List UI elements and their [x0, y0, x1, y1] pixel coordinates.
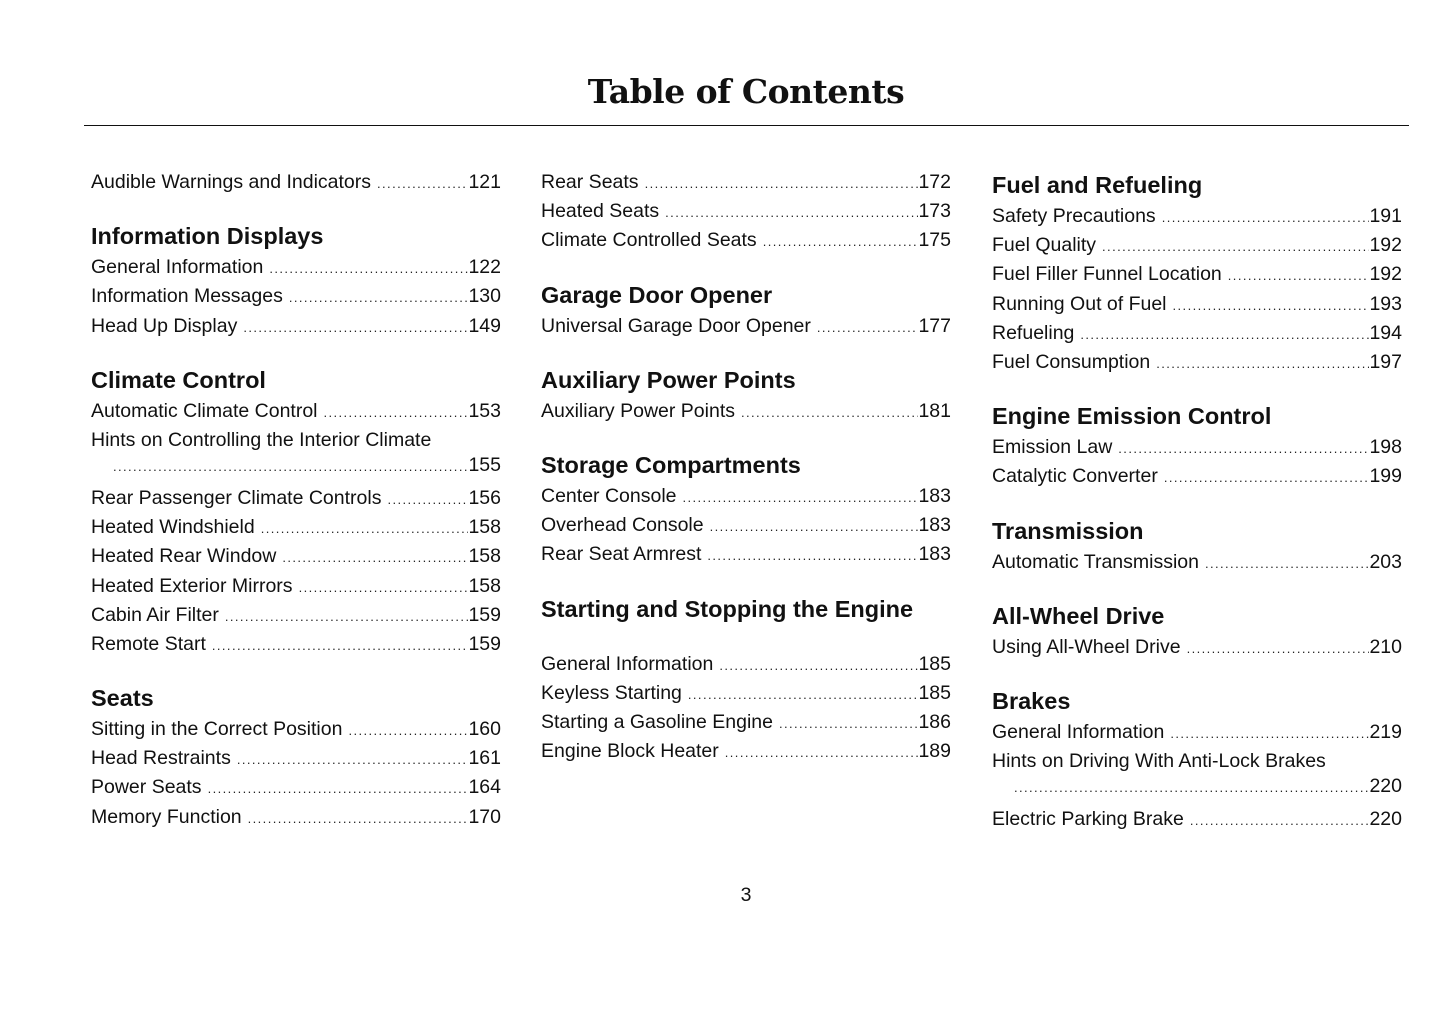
- toc-entry-label: Hints on Controlling the Interior Climate: [91, 428, 432, 451]
- toc-entry[interactable]: [541, 312, 951, 341]
- toc-entry-page: 160: [468, 718, 501, 741]
- toc-entry-label: Information Messages: [91, 285, 283, 308]
- section-heading: Brakes: [992, 687, 1071, 714]
- toc-entry-label: Rear Passenger Climate Controls: [91, 486, 382, 509]
- toc-entry-page: 203: [1369, 550, 1402, 573]
- toc-entry-page: 158: [468, 545, 501, 568]
- toc-entry[interactable]: [992, 348, 1402, 377]
- section-heading: Transmission: [992, 517, 1144, 544]
- leader-dots: [299, 573, 469, 602]
- toc-entry-label: Cabin Air Filter: [91, 603, 219, 626]
- toc-entry-label: Running Out of Fuel: [992, 292, 1167, 315]
- toc-entry[interactable]: [992, 319, 1402, 348]
- toc-entry-page: 183: [918, 543, 951, 566]
- toc-entry[interactable]: [91, 630, 501, 659]
- toc-entry-page: 177: [918, 314, 951, 337]
- toc-entry-page: 156: [468, 486, 501, 509]
- toc-entry[interactable]: [91, 715, 501, 744]
- toc-entry-continuation: [91, 455, 501, 476]
- toc-entry-page: 153: [468, 399, 501, 422]
- toc-entry-page: 158: [468, 574, 501, 597]
- toc-entry-page: 183: [918, 484, 951, 507]
- section-heading: All-Wheel Drive: [992, 602, 1165, 629]
- toc-section: [541, 592, 951, 767]
- leader-dots: [1156, 349, 1369, 378]
- section-heading: Auxiliary Power Points: [541, 366, 796, 393]
- toc-section: [91, 681, 501, 832]
- leader-dots: [1014, 777, 1369, 798]
- toc-entry-label: Center Console: [541, 484, 677, 507]
- toc-entry-label: Heated Rear Window: [91, 545, 277, 568]
- toc-entry-page: 155: [468, 453, 501, 476]
- toc-entry-label: Engine Block Heater: [541, 740, 719, 763]
- toc-entry[interactable]: [541, 708, 951, 737]
- toc-entry[interactable]: [541, 540, 951, 569]
- toc-section: [992, 514, 1402, 577]
- toc-entry-label: Head Up Display: [91, 314, 238, 337]
- section-heading: Seats: [91, 685, 154, 712]
- toc-entry-page: 220: [1369, 775, 1402, 798]
- toc-entry-label: Using All-Wheel Drive: [992, 635, 1181, 658]
- toc-entry-page: 172: [918, 171, 951, 193]
- toc-entry-label: Audible Warnings and Indicators: [91, 171, 372, 193]
- toc-entry-page: 164: [468, 776, 501, 799]
- toc-entry[interactable]: [91, 253, 501, 282]
- leader-dots: [683, 483, 919, 512]
- toc-entry-label: Memory Function: [91, 805, 242, 828]
- toc-entry[interactable]: [91, 484, 501, 513]
- leader-dots: [688, 680, 919, 709]
- toc-entry-label: Fuel Quality: [992, 234, 1097, 257]
- toc-section: [541, 448, 951, 570]
- toc-entry-label: Catalytic Converter: [992, 465, 1158, 488]
- leader-dots: [261, 514, 469, 543]
- toc-entry-page: 183: [918, 514, 951, 537]
- leader-dots: [208, 774, 469, 803]
- toc-entry-label: Heated Windshield: [91, 516, 255, 539]
- leader-dots: [665, 198, 918, 227]
- toc-entry-label: Automatic Transmission: [992, 550, 1199, 573]
- toc-entry[interactable]: [541, 197, 951, 226]
- title-divider: [84, 125, 1409, 126]
- leader-dots: [377, 169, 468, 198]
- leader-dots: [269, 254, 468, 283]
- leader-dots: [1190, 806, 1370, 835]
- toc-entry[interactable]: [992, 462, 1402, 491]
- toc-entry-label: Universal Garage Door Opener: [541, 314, 811, 337]
- toc-entry[interactable]: [91, 513, 501, 542]
- toc-entry[interactable]: [541, 650, 951, 679]
- toc-entry-label: Auxiliary Power Points: [541, 399, 735, 422]
- toc-entry-page: 192: [1369, 234, 1402, 257]
- toc-entry[interactable]: [992, 718, 1402, 747]
- toc-entry[interactable]: [992, 202, 1402, 231]
- leader-dots: [725, 738, 919, 767]
- toc-entry[interactable]: [541, 482, 951, 511]
- leader-dots: [779, 709, 918, 738]
- toc-entry-label: Electric Parking Brake: [992, 808, 1184, 831]
- leader-dots: [719, 651, 918, 680]
- leader-dots: [710, 512, 919, 541]
- leader-dots: [289, 283, 469, 312]
- toc-entry[interactable]: [541, 737, 951, 766]
- toc-entry-page: 185: [918, 652, 951, 675]
- page-title: Table of Contents: [587, 72, 905, 111]
- toc-entry[interactable]: [91, 601, 501, 630]
- toc-entry-page: 186: [918, 710, 951, 733]
- leader-dots: [237, 745, 469, 774]
- toc-entry-page: 197: [1369, 350, 1402, 373]
- leader-dots: [225, 602, 469, 631]
- toc-entry-label: Sitting in the Correct Position: [91, 718, 343, 741]
- toc-entry[interactable]: [91, 542, 501, 571]
- toc-entry[interactable]: [91, 572, 501, 601]
- toc-section: [992, 599, 1402, 662]
- toc-entry-label: Heated Exterior Mirrors: [91, 574, 293, 597]
- toc-column-2: [541, 168, 951, 788]
- toc-entry-label: General Information: [992, 720, 1165, 743]
- toc-entry-label: Remote Start: [91, 632, 206, 655]
- toc-entry[interactable]: [91, 803, 501, 832]
- leader-dots: [1205, 549, 1369, 578]
- toc-entry-page: 210: [1369, 635, 1402, 658]
- toc-entry-page: 192: [1369, 263, 1402, 286]
- toc-entry-page: 159: [468, 603, 501, 626]
- toc-entry-label: General Information: [541, 652, 714, 675]
- leader-dots: [1187, 634, 1370, 663]
- toc-entry-page: 170: [468, 805, 501, 828]
- toc-entry-page: 175: [918, 229, 951, 252]
- leader-dots: [348, 716, 468, 745]
- leader-dots: [817, 313, 919, 342]
- page-number: 3: [740, 884, 752, 906]
- toc-entry-label: Climate Controlled Seats: [541, 229, 757, 252]
- leader-dots: [1118, 434, 1369, 463]
- toc-section: [91, 363, 501, 659]
- toc-section: [91, 168, 501, 197]
- leader-dots: [763, 227, 919, 256]
- toc-section: [992, 399, 1402, 491]
- toc-entry-page: 199: [1369, 465, 1402, 488]
- toc-entry[interactable]: [541, 397, 951, 426]
- toc-entry[interactable]: [91, 744, 501, 773]
- toc-entry-page: 149: [468, 314, 501, 337]
- section-heading: Climate Control: [91, 366, 266, 393]
- toc-entry-page: 130: [468, 285, 501, 308]
- toc-entry-label: Emission Law: [992, 436, 1113, 459]
- toc-entry-label: Refueling: [992, 321, 1075, 344]
- toc-entry-page: 220: [1369, 808, 1402, 831]
- toc-entry-page: 121: [468, 171, 501, 193]
- leader-dots: [1173, 291, 1370, 320]
- toc-entry-page: 185: [918, 681, 951, 704]
- toc-entry[interactable]: [992, 231, 1402, 260]
- section-heading: Starting and Stopping the Engine: [541, 595, 914, 622]
- toc-section: [992, 684, 1402, 834]
- toc-entry-label: Hints on Driving With Anti-Lock Brakes: [992, 750, 1326, 773]
- toc-entry-label: Rear Seats: [541, 171, 639, 193]
- toc-entry-label: General Information: [91, 256, 264, 279]
- leader-dots: [113, 456, 468, 477]
- section-heading: Storage Compartments: [541, 451, 801, 478]
- toc-column-3: [992, 168, 1402, 856]
- toc-entry[interactable]: [541, 226, 951, 255]
- toc-entry-label: Heated Seats: [541, 200, 660, 223]
- toc-entry-continuation: [992, 776, 1402, 797]
- leader-dots: [282, 543, 468, 572]
- toc-entry-label: Keyless Starting: [541, 681, 682, 704]
- toc-entry-label: Safety Precautions: [992, 205, 1156, 227]
- toc-entry-page: 122: [468, 256, 501, 279]
- leader-dots: [243, 313, 468, 342]
- toc-section: [541, 168, 951, 256]
- leader-dots: [1162, 203, 1370, 232]
- toc-entry[interactable]: [992, 805, 1402, 834]
- toc-column-1: [91, 168, 501, 854]
- toc-entry[interactable]: [91, 282, 501, 311]
- leader-dots: [1170, 719, 1369, 748]
- toc-entry-page: 161: [468, 747, 501, 770]
- toc-entry-label: Starting a Gasoline Engine: [541, 710, 773, 733]
- toc-entry-label: Fuel Consumption: [992, 350, 1151, 373]
- toc-entry-page: 198: [1369, 436, 1402, 459]
- toc-entry-page: 193: [1369, 292, 1402, 315]
- leader-dots: [1102, 232, 1369, 261]
- toc-entry-page: 189: [918, 740, 951, 763]
- toc-entry[interactable]: [992, 433, 1402, 462]
- toc-entry-label: Fuel Filler Funnel Location: [992, 263, 1222, 286]
- toc-entry-page: 194: [1369, 321, 1402, 344]
- toc-entry[interactable]: [541, 679, 951, 708]
- leader-dots: [248, 804, 469, 833]
- toc-entry[interactable]: [91, 773, 501, 802]
- toc-entry[interactable]: [992, 633, 1402, 662]
- leader-dots: [645, 169, 919, 198]
- toc-entry[interactable]: [992, 548, 1402, 577]
- leader-dots: [707, 541, 918, 570]
- toc-entry[interactable]: [992, 747, 1402, 797]
- toc-entry-page: 181: [918, 399, 951, 422]
- section-heading: Information Displays: [91, 223, 324, 250]
- toc-entry-page: 173: [918, 200, 951, 223]
- toc-entry-label: Rear Seat Armrest: [541, 543, 702, 566]
- toc-entry[interactable]: [992, 290, 1402, 319]
- toc-entry-page: 158: [468, 516, 501, 539]
- leader-dots: [324, 398, 469, 427]
- toc-entry-page: 191: [1369, 205, 1402, 227]
- section-heading: Engine Emission Control: [992, 403, 1272, 430]
- toc-entry[interactable]: [91, 312, 501, 341]
- toc-entry-label: Power Seats: [91, 776, 202, 799]
- toc-entry[interactable]: [91, 426, 501, 476]
- toc-section: [992, 168, 1402, 377]
- toc-entry-label: Overhead Console: [541, 514, 704, 537]
- leader-dots: [741, 398, 918, 427]
- toc-entry-label: Head Restraints: [91, 747, 231, 770]
- section-heading: Fuel and Refueling: [992, 172, 1203, 198]
- toc-entry[interactable]: [91, 168, 501, 197]
- leader-dots: [387, 485, 468, 514]
- toc-section: [541, 363, 951, 426]
- toc-entry-page: 219: [1369, 720, 1402, 743]
- leader-dots: [1228, 261, 1370, 290]
- toc-section: [541, 278, 951, 341]
- leader-dots: [1164, 463, 1370, 492]
- toc-entry[interactable]: [541, 511, 951, 540]
- leader-dots: [212, 631, 469, 660]
- toc-entry[interactable]: [91, 397, 501, 426]
- toc-section: [91, 219, 501, 341]
- toc-entry[interactable]: [992, 260, 1402, 289]
- toc-entry-page: 159: [468, 632, 501, 655]
- leader-dots: [1080, 320, 1369, 349]
- toc-entry[interactable]: [541, 168, 951, 197]
- toc-entry-label: Automatic Climate Control: [91, 399, 318, 422]
- section-heading: Garage Door Opener: [541, 281, 773, 308]
